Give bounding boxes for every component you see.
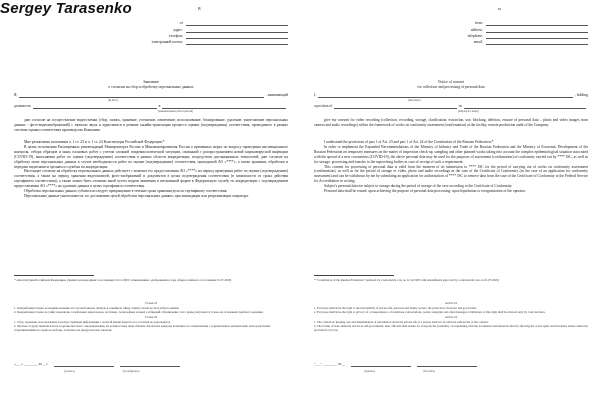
name-line [14,92,288,98]
signature-date: "___" ________ 20__ [314,362,345,367]
legal-body [14,140,288,199]
name-caption: (full name) [408,99,421,102]
signature-captions [314,370,588,375]
legal-paragraph: Обработка персональных данных субъекта исследует прекращению в течение срока хранения дела по сертификату соответствия. [24,189,228,194]
title-line-2: for collection and processing of personal data [417,85,485,89]
field-label: email: [473,40,483,45]
consent-body [314,118,588,128]
footnote-divider [314,275,394,276]
name-line-suffix: , holding [574,93,588,98]
position-line [14,103,288,109]
field-label: от [179,21,183,26]
field-label: from: [474,21,483,26]
constitution-articles [314,300,588,332]
field-row [128,33,288,39]
document-title [8,80,294,90]
constitution-articles [14,300,288,332]
field-row [428,39,588,45]
document-title [308,80,594,90]
signature-line [54,362,114,367]
legal-paragraph: Мне разъяснены положения ч. 1 ст. 23 и ч. 1 ст. 24 Конституции Российской Федерации.* [24,140,165,144]
article-23-item: 2. Каждый имеет право на тайну переписки, телефонных переговоров, почтовых, телеграфных и иных сообщений. Ограничение этого права допускается только на основании судебного решения. [14,310,264,314]
field-row [128,20,288,26]
name-line-prefix: I, [314,93,317,98]
addressee-label: В [198,6,201,11]
employer-caption: (employer's name) [458,110,479,113]
signature-date: «___» ________ 20__ г. [14,362,49,367]
sender-fields [428,20,588,45]
article-24-title: Статья 24 [144,315,158,319]
title-line-2: о согласии на сбор и обработку персональных данных [108,85,194,89]
title-line-1: Заявление [143,80,159,84]
watermark-author: Sergey Tarasenko [0,0,132,17]
field-line [186,27,288,33]
field-line [186,21,288,27]
signature-line [351,362,411,367]
signature-caption: (подпись) [64,370,75,373]
legal-paragraph: In order to implement the Expanded Recommendations of the Ministry of Industry and Trade of the Russian Federation and the Ministry of Economic Development of the Russian Federation on temporary measures on the matter of inspection check-up, sampling and other planned works taking into account the complex epidemiological situation associated with the spread of a new coronavirus (COVID-19), the above personal data may be used for the purposes of assessment (confirmation) of conformity carried out by **** JSC, as well as for storage, processing and transfer to the supervising bodies in case of receipt of such a requirement. [314,144,588,164]
footnote-divider [14,275,94,276]
name-line-suffix: , занимающий [265,93,288,98]
legal-body [314,140,588,194]
article-23-title: Article 23 [444,301,458,305]
article-23-item: 1. Каждый имеет право на неприкосновенность частной жизни, личную и семейную тайну, защиту своей чести и доброго имени. [14,306,180,310]
field-row [128,39,288,45]
field-row [428,20,588,26]
article-24-item: 2. Органы государственной власти и органы местного самоуправления, их должностные лица обязаны обеспечить каждому возможность ознакомления с документами и материалами, непосредственно затрагивающими его права и свободы, если иное не предусмотрено законом. [14,324,271,332]
field-label: address: [470,27,483,32]
field-label: электронной почты: [151,40,183,45]
field-label: телефон: [168,33,183,38]
footnote [314,278,588,282]
sender-fields [128,20,288,45]
name-decode-caption: (full name) [423,370,435,373]
footnote-text: * "Constitution of the Russian Federation" (adopted by a nationwide vote on 12.12.1993 with amendments approved by a nationwide vote on 01.07.2020) [314,278,499,282]
field-label: telephone: [467,33,483,38]
field-row [128,26,288,32]
article-23-item: 2. Everyone shall have the right to privacy of correspondence, of telephone conversations, postal, telegraph and other messages. Limitations of this right shall be allowed only by court decision. [314,310,546,314]
legal-paragraph: This consent for processing of personal data is valid from the moment of its submission to **** JSC for the period of carrying out of works on conformity assessment (confirmation), as well as for the period of storage of video, photo and audio recordings in the case of the Certificate of Conformity (in the case of an application for conformity assessment) and can be withdrawn by me by submitting an application for authorization of **** JSC to remove data from the case of the Certificate of Conformity to the Federal Service for Accreditation in writing. [314,164,588,184]
legal-paragraph: I understand the provisions of part 1 of Art. 23 and part 1 of Art. 24 of the Constitution of the Russian Federation.* [324,140,494,144]
name-decode-caption: (расшифровка) [122,370,140,373]
field-label: адрес: [173,27,183,32]
name-line-prefix: Я, [14,93,18,98]
position-prefix: a position of [314,104,333,109]
field-row [428,33,588,39]
field-line [486,33,588,39]
name-decode-line [120,362,180,367]
footnote [14,278,288,282]
article-24-title: Article 24 [444,315,458,319]
title-line-1: Notice of consent [437,80,464,84]
position-line [314,103,588,109]
field-line [486,27,588,33]
legal-paragraph: Personal data shall be erased: upon achieving the purpose of personal data processing; upon liquidation or reorganization of the operator. [324,189,526,194]
footnote-text: * «Конституция Российской Федерации» (принята всенародным голосованием 12.12.1993 с изменениями, одобренными в ходе общероссийского голосования 01.07.2020) [14,278,232,282]
article-24-item: 1. The collection, keeping, use and dissemination of information about the private life of a person shall not be allowed without his or her consent. [314,320,489,324]
name-line [314,92,588,98]
position-mid: in [458,104,462,109]
legal-paragraph: Настоящее согласие на обработку персональных данных действует с момента его предоставления АО «****» на период проведения работ по оценке (подтверждению) соответствия, а также на период хранения видеозаписей, фото-изображений и документов в целях подтверждения соответствия (в зависимости от срока действия сертификата соответствия), а также может быть отозвано мной путем подачи заявления в письменной форме в Федеральную службу по аккредитации с подтверждением предоставления АО «****» на удаление данных в целях сертификата соответствия. [14,169,288,189]
field-line [486,21,588,27]
consent-body [14,118,288,133]
legal-paragraph: Subject's personal data are subject to storage during the period of storage of the case according to the Certificate of Conformity. [324,184,513,189]
signature-captions [14,370,288,375]
position-prefix: должность [14,104,31,109]
name-caption: (Ф.И.О.) [108,99,119,102]
article-23-title: Статья 23 [144,301,158,305]
addressee-label: to [498,6,502,11]
consent-paragraph: даю согласие на осуществление видеосъемки (сбор, запись, хранение, уточнение, извлечение, использование, блокирование, удаление, уничтожение персональных данных - фото-видеоизображений) с записью звука и аудиозаписи в режиме онлайн-трансляции процесса оценки (подтверждения) соответствия, проводимого в рамках системы оценки соответствия производства Компании. [14,118,288,132]
signature-row [14,362,288,367]
article-24-item: 2. The bodies of state authority and local self-government, their officials shall ensure for everyone the possibility of acquainting with the documents and materials directly affecting his or her rights and freedoms, unless otherwise provided for by law. [314,324,588,332]
name-decode-line [417,362,477,367]
signature-row [314,362,588,367]
signature-caption: (signature) [364,370,376,373]
article-24-item: 1. Сбор, хранение, использование и распространение информации о частной жизни лица без его согласия не допускаются. [14,320,171,324]
employer-caption: (наименование работодателя) [158,110,194,113]
consent-paragraph: give my consent for video recording (collection, recording, storage, clarification, extraction, use, blocking, deletion, erasure of personal data – photo and video images from camera and audio recordings) within the framework of works on conformity assessment (confirmation) at the facility, remote production audit of the Company. [314,118,588,127]
field-row [428,26,588,32]
field-line [486,40,588,46]
field-line [186,33,288,39]
article-23-item: 1. Everyone shall have the right to the inviolability of private life, personal and family secrets, the protection of honour and good name. [314,306,477,310]
position-mid: в [158,104,161,109]
legal-paragraph: В целях исполнения Расширенных рекомендаций Минпромторга России и Минэкономразвития России о временных мерах по вопросу проведения инспекционного контроля, отбора образцов и иных плановых работ с учетом сложной эпидемиологической ситуации, связанной с распространением новой коронавирусной инфекции (COVID-19), выполнения работ по оценке (подтверждению) соответствия в рамках области аккредитации, посредством дистанционных технологий, даю согласие на обработку моих персональных данных в случае необходимости работ по оценке (подтверждению) соответствия, проводимой АО «****», а также хранения, обработки и передачи видеозаписи органам и службам по аккредитации. [14,144,288,169]
field-line [186,40,288,46]
legal-paragraph: Персональные данные уничтожаются: по достижению целей обработки персональных данных; при ликвидации или реорганизации оператора. [24,193,249,198]
